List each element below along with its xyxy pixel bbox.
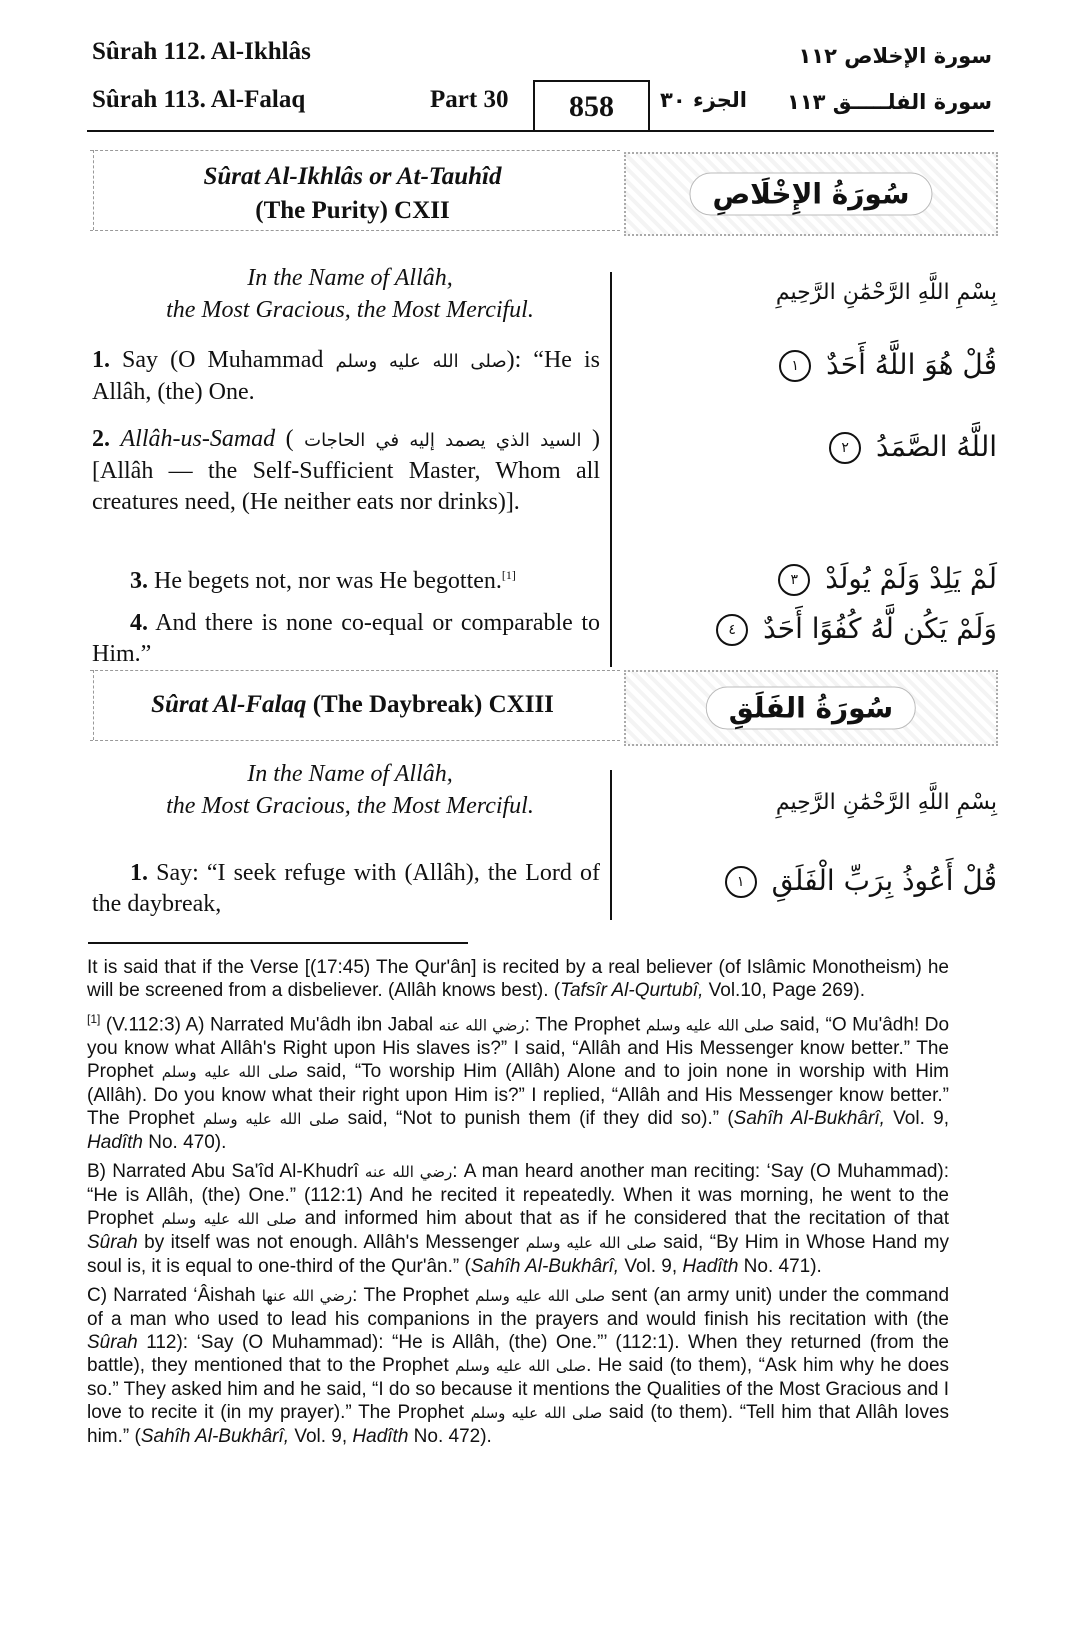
footnote-text: 112): ‘Say (O Muhammad): “He is Allâh, (the) One.”’ (112:1). When they returned (from the battle), they mentioned that to the Prophet xyxy=(87,1332,949,1377)
header-surah-112-ar: سورة الإخلاص ١١٢ xyxy=(798,44,992,68)
surah-113-bismillah xyxy=(100,758,600,822)
footnote-text: C) Narrated ‘Âishah xyxy=(87,1285,256,1307)
footnote-text: said, “Not to punish them (if they did so).” ( xyxy=(347,1108,734,1130)
footnote-surah: Sûrah xyxy=(87,1232,138,1254)
verse-112-3 xyxy=(130,560,600,597)
verse-end-marker: ٣ xyxy=(778,564,810,596)
surah-113-title-rest: (The Daybreak) CXIII xyxy=(312,691,554,718)
verse-end-marker: ٢ xyxy=(829,432,861,464)
banner-113-top-border xyxy=(90,670,620,671)
footnote-source: Sahîh Al-Bukhârî, xyxy=(470,1256,620,1278)
footnote-text: Vol.10, Page 269). xyxy=(703,980,865,1001)
footnote-c xyxy=(87,1284,949,1448)
surah-113-title-italic: Sûrat Al-Falaq xyxy=(151,691,307,718)
verse-112-1-ar xyxy=(779,348,997,382)
footnote-text: sent (an army unit) under the command of a man who used to lead his companions in the prayers and would finish his recitation with (the xyxy=(87,1285,950,1331)
page-number: 858 xyxy=(533,80,650,132)
footnote-text: No. 472). xyxy=(408,1426,492,1448)
footnote-text: said, “By Him in Whose Hand my soul is, it is equal to one-third of the Qur'ân.” ( xyxy=(87,1232,950,1278)
verse-text: He begets not, nor was He begotten. xyxy=(154,568,502,594)
footnote-intro xyxy=(87,956,949,1002)
footnote-text: : The Prophet xyxy=(352,1285,469,1307)
verse-112-2: 2. Allâh-us-Samad ( السيد الذي يصمد إليه في الحاجات ) [Allâh — the Self-Sufficient Master, Whom all creatures need, (He neither eats nor drinks)]. xyxy=(92,426,600,515)
footnote-source: Sahîh Al-Bukhârî, xyxy=(140,1426,290,1448)
footnote-hadith: Hadîth xyxy=(352,1426,409,1448)
footnote-hadith: Hadîth xyxy=(87,1132,143,1154)
surah-113-ornament-title: سُورَةُ الفَلَقِ xyxy=(706,687,916,730)
surah-112-bismillah-ar: بِسْمِ اللَّهِ الرَّحْمَٰنِ الرَّحِيمِ xyxy=(775,280,997,305)
footnote-b xyxy=(87,1160,949,1278)
banner-112-bottom-border xyxy=(90,230,620,231)
verse-text: ): “He is Allâh, (the) One. xyxy=(92,347,600,405)
verse-ar-text: لَمْ يَلِدْ وَلَمْ يُولَدْ xyxy=(825,562,997,595)
verse-text: And there is none co-equal or comparable to Him.” xyxy=(92,610,600,667)
footnote-text: Vol. 9, xyxy=(289,1426,353,1448)
column-divider-113 xyxy=(610,770,612,920)
verse-112-3-ar xyxy=(778,562,997,596)
radiallah-ar: رضي الله عنها xyxy=(261,1287,353,1306)
footnote-text: said (to them). “Tell him that Allâh loves him.” ( xyxy=(87,1402,950,1448)
column-divider-112 xyxy=(610,272,612,667)
verse-113-1-ar xyxy=(725,864,997,898)
bismillah-line1: In the Name of Allâh, xyxy=(247,761,453,787)
salutation-ar: صلى الله عليه وسلم xyxy=(335,351,507,372)
verse-text: [Allâh — the Self-Sufficient Master, Whom all creatures need, (He neither eats nor drinks)]. xyxy=(92,458,600,515)
footnote-text: It is said that if the Verse [(17:45) The Qur'ân] is recited by a real believer (of Islâmic Monotheism) he will be screened from a disbeliever. (Allâh knows best). ( xyxy=(87,957,949,1001)
verse-term: Allâh-us-Samad xyxy=(120,426,276,452)
footnote-text: No. 470). xyxy=(142,1132,227,1154)
verse-number: 1. xyxy=(92,347,110,373)
footnote-hadith: Hadîth xyxy=(682,1256,739,1278)
banner-112-left-border xyxy=(93,150,94,230)
verse-ar-text: اللَّهُ الصَّمَدُ xyxy=(876,430,997,463)
footnote-source: Sahîh Al-Bukhârî, xyxy=(733,1108,885,1130)
banner-113-left-border xyxy=(93,670,94,740)
verse-112-4-ar xyxy=(716,612,997,646)
header-surah-113-ar: سورة الفلـــــق ١١٣ xyxy=(787,90,992,114)
header-rule xyxy=(87,130,994,132)
verse-number: 2. xyxy=(92,426,110,452)
salutation-ar: صلى الله عليه وسلم xyxy=(161,1063,299,1082)
footnote-marker: [1] xyxy=(87,1012,101,1026)
header-part: Part 30 xyxy=(430,86,509,113)
footnotes xyxy=(87,956,949,1454)
footnote-surah: Sûrah xyxy=(87,1332,138,1354)
surah-113-title xyxy=(100,688,605,722)
bismillah-line2: the Most Gracious, the Most Merciful. xyxy=(166,297,534,323)
header-juz-ar: الجزء ٣٠ xyxy=(660,88,747,112)
surah-112-title-line1: Sûrat Al-Ikhlâs or At-Tauhîd xyxy=(203,163,502,190)
header-surah-112: Sûrah 112. Al-Ikhlâs xyxy=(92,38,311,65)
radiallah-ar: رضي الله عنه xyxy=(438,1016,525,1035)
footnote-text: . He said (to them), “Ask him why he does so.” They asked him and he said, “I do so because it mentions the Qualities of the Most Gracious and I love to recite it (in my prayer).” The Prophet xyxy=(87,1355,950,1424)
verse-paren-ar: السيد الذي يصمد إليه في الحاجات xyxy=(304,430,582,451)
surah-112-ornament-title: سُورَةُ الإِخْلَاصِ xyxy=(689,173,932,216)
verse-ar-text: قُلْ هُوَ اللَّهُ أَحَدٌ xyxy=(826,348,997,381)
verse-end-marker: ٤ xyxy=(716,614,748,646)
verse-text: Say (O Muhammad xyxy=(122,347,324,373)
footnote-text: No. 471). xyxy=(738,1256,822,1278)
footnote-source: Tafsîr Al-Qurtubî, xyxy=(560,980,704,1001)
verse-end-marker: ١ xyxy=(725,866,757,898)
banner-113-bottom-border xyxy=(90,740,620,741)
verse-ar-text: وَلَمْ يَكُن لَّهُ كُفُوًا أَحَدٌ xyxy=(763,612,997,645)
footnote-text: by itself was not enough. Allâh's Messenger xyxy=(137,1232,520,1254)
salutation-ar: صلى الله عليه وسلم xyxy=(470,1404,603,1423)
verse-text: Say: “I seek refuge with (Allâh), the Lord of the daybreak, xyxy=(92,860,600,917)
footnote-marker: [1] xyxy=(501,568,516,582)
salutation-ar: صلى الله عليه وسلم xyxy=(645,1016,775,1035)
bismillah-line1: In the Name of Allâh, xyxy=(247,265,453,291)
salutation-ar: صلى الله عليه وسلم xyxy=(161,1210,297,1229)
footnote-text: (V.112:3) A) Narrated Mu'âdh ibn Jabal xyxy=(105,1014,434,1036)
footnote-text: and informed him about that as if he considered that the recitation of that xyxy=(304,1208,950,1230)
verse-112-1 xyxy=(92,345,600,408)
surah-113-ornament xyxy=(624,670,998,746)
surah-112-title xyxy=(100,160,605,228)
footnote-text: said, “O Mu'âdh! Do you know what Allâh's Right upon His slaves is?” I said, “Allâh and His Messenger know better.” The Prophet xyxy=(87,1014,950,1083)
salutation-ar: صلى الله عليه وسلم xyxy=(455,1357,587,1376)
footnote-text: said, “To worship Him (Allâh) Alone and to join none in worship with Him (Allâh). Do you know what their right upon Him is?” I replied, “Allâh and His Messenger know better.” The Prophet xyxy=(87,1061,950,1130)
footnote-a xyxy=(87,1008,949,1154)
radiallah-ar: رضي الله عنه xyxy=(364,1163,453,1182)
salutation-ar: صلى الله عليه وسلم xyxy=(475,1287,606,1306)
banner-112-top-border xyxy=(90,150,620,151)
verse-end-marker: ١ xyxy=(779,350,811,382)
verse-113-1 xyxy=(92,858,600,920)
footnote-text: : The Prophet xyxy=(524,1014,641,1036)
verse-112-2-ar xyxy=(829,430,997,464)
salutation-ar: صلى الله عليه وسلم xyxy=(202,1110,340,1129)
header-surah-113: Sûrah 113. Al-Falaq xyxy=(92,86,306,113)
footnote-text: Vol. 9, xyxy=(884,1108,949,1130)
verse-number: 3. xyxy=(130,568,148,594)
surah-112-title-line2: (The Purity) CXII xyxy=(255,197,450,224)
surah-113-bismillah-ar: بِسْمِ اللَّهِ الرَّحْمَٰنِ الرَّحِيمِ xyxy=(775,790,997,815)
bismillah-line2: the Most Gracious, the Most Merciful. xyxy=(166,793,534,819)
salutation-ar: صلى الله عليه وسلم xyxy=(525,1234,657,1253)
footnote-text: B) Narrated Abu Sa'îd Al-Khudrî xyxy=(87,1161,359,1183)
verse-number: 4. xyxy=(130,610,148,636)
verse-ar-text: قُلْ أَعُوذُ بِرَبِّ الْفَلَقِ xyxy=(771,864,997,897)
footnote-rule xyxy=(88,942,468,944)
footnote-text: : A man heard another man reciting: ‘Say (O Muhammad): “He is Allâh, (the) One.” (112:1) And he recited it repeatedly. When it was morning, he went to the Prophet xyxy=(87,1161,949,1230)
verse-number: 1. xyxy=(130,860,148,886)
verse-112-4 xyxy=(92,608,600,670)
footnote-text: Vol. 9, xyxy=(619,1256,683,1278)
surah-112-bismillah xyxy=(100,262,600,326)
surah-112-ornament xyxy=(624,152,998,236)
